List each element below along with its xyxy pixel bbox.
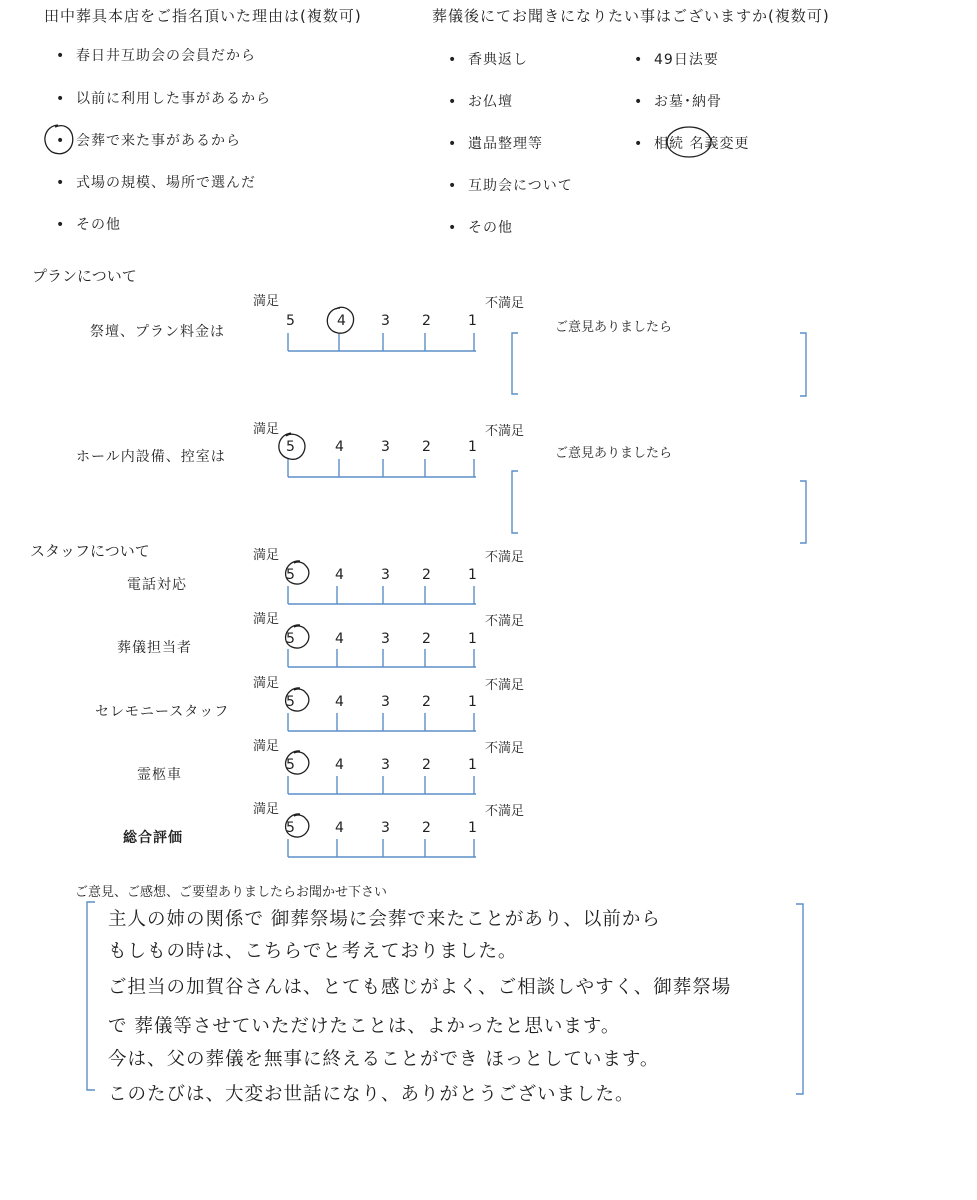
scale-3[interactable]: 3 bbox=[381, 567, 390, 583]
comment-label: ご意見ありましたら bbox=[555, 320, 673, 335]
scale-1[interactable]: 1 bbox=[468, 631, 477, 647]
rating-label: ホール内設備、控室は bbox=[76, 449, 226, 465]
handwritten-marks bbox=[45, 125, 711, 837]
handwritten-line: このたびは、大変お世話になり、ありがとうございました。 bbox=[108, 1084, 635, 1105]
scale-1[interactable]: 1 bbox=[468, 694, 477, 710]
scale-good-label: 満足 bbox=[253, 802, 280, 817]
q2-option-selected[interactable]: • 相続 名義変更 bbox=[634, 136, 750, 152]
scale-line bbox=[288, 776, 476, 794]
selection-circle bbox=[286, 751, 309, 774]
q2-option[interactable]: • 互助会について bbox=[448, 178, 573, 194]
q2-option[interactable]: • お墓･納骨 bbox=[634, 94, 722, 110]
handwritten-line: で 葬儀等させていただけたことは、よかったと思います。 bbox=[108, 1016, 621, 1037]
scale-5-selected[interactable]: 5 bbox=[286, 631, 295, 647]
comment-bracket-right bbox=[800, 481, 806, 543]
scale-line bbox=[288, 713, 476, 731]
handwritten-line: もしもの時は、こちらでと考えておりました。 bbox=[108, 941, 518, 962]
comment-label: ご意見ありましたら bbox=[555, 446, 673, 461]
scale-3[interactable]: 3 bbox=[381, 694, 390, 710]
q1-title: 田中葬具本店をご指名頂いた理由は(複数可) bbox=[44, 7, 362, 25]
scale-3[interactable]: 3 bbox=[381, 313, 390, 329]
scale-good-label: 満足 bbox=[253, 612, 280, 627]
scale-5-selected[interactable]: 5 bbox=[286, 757, 295, 773]
q2-option[interactable]: • 香典返し bbox=[448, 52, 528, 68]
scale-3[interactable]: 3 bbox=[381, 631, 390, 647]
scale-4[interactable]: 4 bbox=[335, 694, 344, 710]
handwritten-line: 主人の姉の関係で 御葬祭場に会葬で来たことがあり、以前から bbox=[108, 909, 661, 930]
scale-bad-label: 不満足 bbox=[485, 804, 525, 819]
q2-option[interactable]: • お仏壇 bbox=[448, 94, 513, 110]
selection-circle bbox=[286, 814, 309, 837]
scale-good-label: 満足 bbox=[253, 676, 280, 691]
comment-bracket-left bbox=[512, 471, 518, 533]
scale-bad-label: 不満足 bbox=[485, 424, 525, 439]
scale-3[interactable]: 3 bbox=[381, 820, 390, 836]
scale-5[interactable]: 5 bbox=[286, 313, 295, 329]
scale-5-selected[interactable]: 5 bbox=[286, 694, 295, 710]
q1-option[interactable]: • 式場の規模、場所で選んだ bbox=[56, 175, 256, 191]
comment-bracket-left bbox=[87, 902, 95, 1090]
selection-circle bbox=[286, 688, 309, 711]
scale-4[interactable]: 4 bbox=[335, 820, 344, 836]
rating-label: 総合評価 bbox=[123, 830, 183, 846]
scale-line bbox=[288, 586, 476, 604]
staff-title: スタッフについて bbox=[30, 542, 150, 560]
scale-1[interactable]: 1 bbox=[468, 820, 477, 836]
scale-2[interactable]: 2 bbox=[422, 694, 431, 710]
scale-line bbox=[288, 649, 476, 667]
rating-label: 祭壇、プラン料金は bbox=[90, 324, 225, 340]
scale-1[interactable]: 1 bbox=[468, 313, 477, 329]
scale-1[interactable]: 1 bbox=[468, 757, 477, 773]
rating-label: 葬儀担当者 bbox=[117, 640, 192, 656]
q1-option[interactable]: • その他 bbox=[56, 217, 121, 233]
scale-5-selected[interactable]: 5 bbox=[286, 439, 295, 455]
scale-bad-label: 不満足 bbox=[485, 741, 525, 756]
rating-label: 霊柩車 bbox=[137, 767, 182, 783]
rating-label: セレモニースタッフ bbox=[95, 704, 230, 720]
comment-bracket-right bbox=[796, 904, 803, 1094]
scale-4[interactable]: 4 bbox=[335, 631, 344, 647]
selection-circle bbox=[667, 127, 711, 157]
selection-circle bbox=[279, 433, 305, 459]
scale-2[interactable]: 2 bbox=[422, 313, 431, 329]
scale-line bbox=[288, 333, 476, 351]
selection-circle bbox=[327, 307, 353, 333]
handwritten-line: ご担当の加賀谷さんは、とても感じがよく、ご相談しやすく、御葬祭場 bbox=[108, 977, 732, 998]
scale-1[interactable]: 1 bbox=[468, 567, 477, 583]
scale-4-selected[interactable]: 4 bbox=[337, 313, 346, 329]
scale-3[interactable]: 3 bbox=[381, 757, 390, 773]
scale-bad-label: 不満足 bbox=[485, 296, 525, 311]
scale-bad-label: 不満足 bbox=[485, 678, 525, 693]
selection-circle bbox=[286, 625, 309, 648]
scale-line bbox=[288, 459, 476, 477]
scale-4[interactable]: 4 bbox=[335, 439, 344, 455]
rating-label: 電話対応 bbox=[127, 577, 187, 593]
scale-bad-label: 不満足 bbox=[485, 614, 525, 629]
scale-4[interactable]: 4 bbox=[335, 567, 344, 583]
scale-2[interactable]: 2 bbox=[422, 439, 431, 455]
q1-option-selected[interactable]: • 会葬で来た事があるから bbox=[56, 133, 241, 149]
scale-5-selected[interactable]: 5 bbox=[286, 820, 295, 836]
selection-circle bbox=[45, 125, 73, 154]
q2-option[interactable]: • その他 bbox=[448, 220, 513, 236]
comment-bracket-left bbox=[512, 333, 518, 394]
scale-2[interactable]: 2 bbox=[422, 567, 431, 583]
comments-label: ご意見、ご感想、ご要望ありましたらお聞かせ下さい bbox=[75, 885, 388, 900]
scale-good-label: 満足 bbox=[253, 422, 280, 437]
scale-2[interactable]: 2 bbox=[422, 820, 431, 836]
plan-title: プランについて bbox=[32, 267, 137, 285]
selection-circle bbox=[286, 561, 309, 584]
scale-4[interactable]: 4 bbox=[335, 757, 344, 773]
scale-3[interactable]: 3 bbox=[381, 439, 390, 455]
scale-2[interactable]: 2 bbox=[422, 631, 431, 647]
scale-5-selected[interactable]: 5 bbox=[286, 567, 295, 583]
q2-option[interactable]: • 49日法要 bbox=[634, 52, 719, 68]
q2-option[interactable]: • 遺品整理等 bbox=[448, 136, 543, 152]
comment-bracket-right bbox=[800, 333, 806, 396]
scale-2[interactable]: 2 bbox=[422, 757, 431, 773]
scale-good-label: 満足 bbox=[253, 739, 280, 754]
scale-1[interactable]: 1 bbox=[468, 439, 477, 455]
scale-good-label: 満足 bbox=[253, 294, 280, 309]
q1-option[interactable]: • 以前に利用した事があるから bbox=[56, 91, 271, 107]
scale-good-label: 満足 bbox=[253, 548, 280, 563]
scale-line bbox=[288, 839, 476, 857]
q1-option[interactable]: • 春日井互助会の会員だから bbox=[56, 48, 256, 64]
handwritten-line: 今は、父の葬儀を無事に終えることができ ほっとしています。 bbox=[108, 1049, 660, 1070]
rating-scales bbox=[87, 333, 806, 1094]
scale-bad-label: 不満足 bbox=[485, 550, 525, 565]
q2-title: 葬儀後にてお聞きになりたい事はございますか(複数可) bbox=[432, 7, 830, 25]
